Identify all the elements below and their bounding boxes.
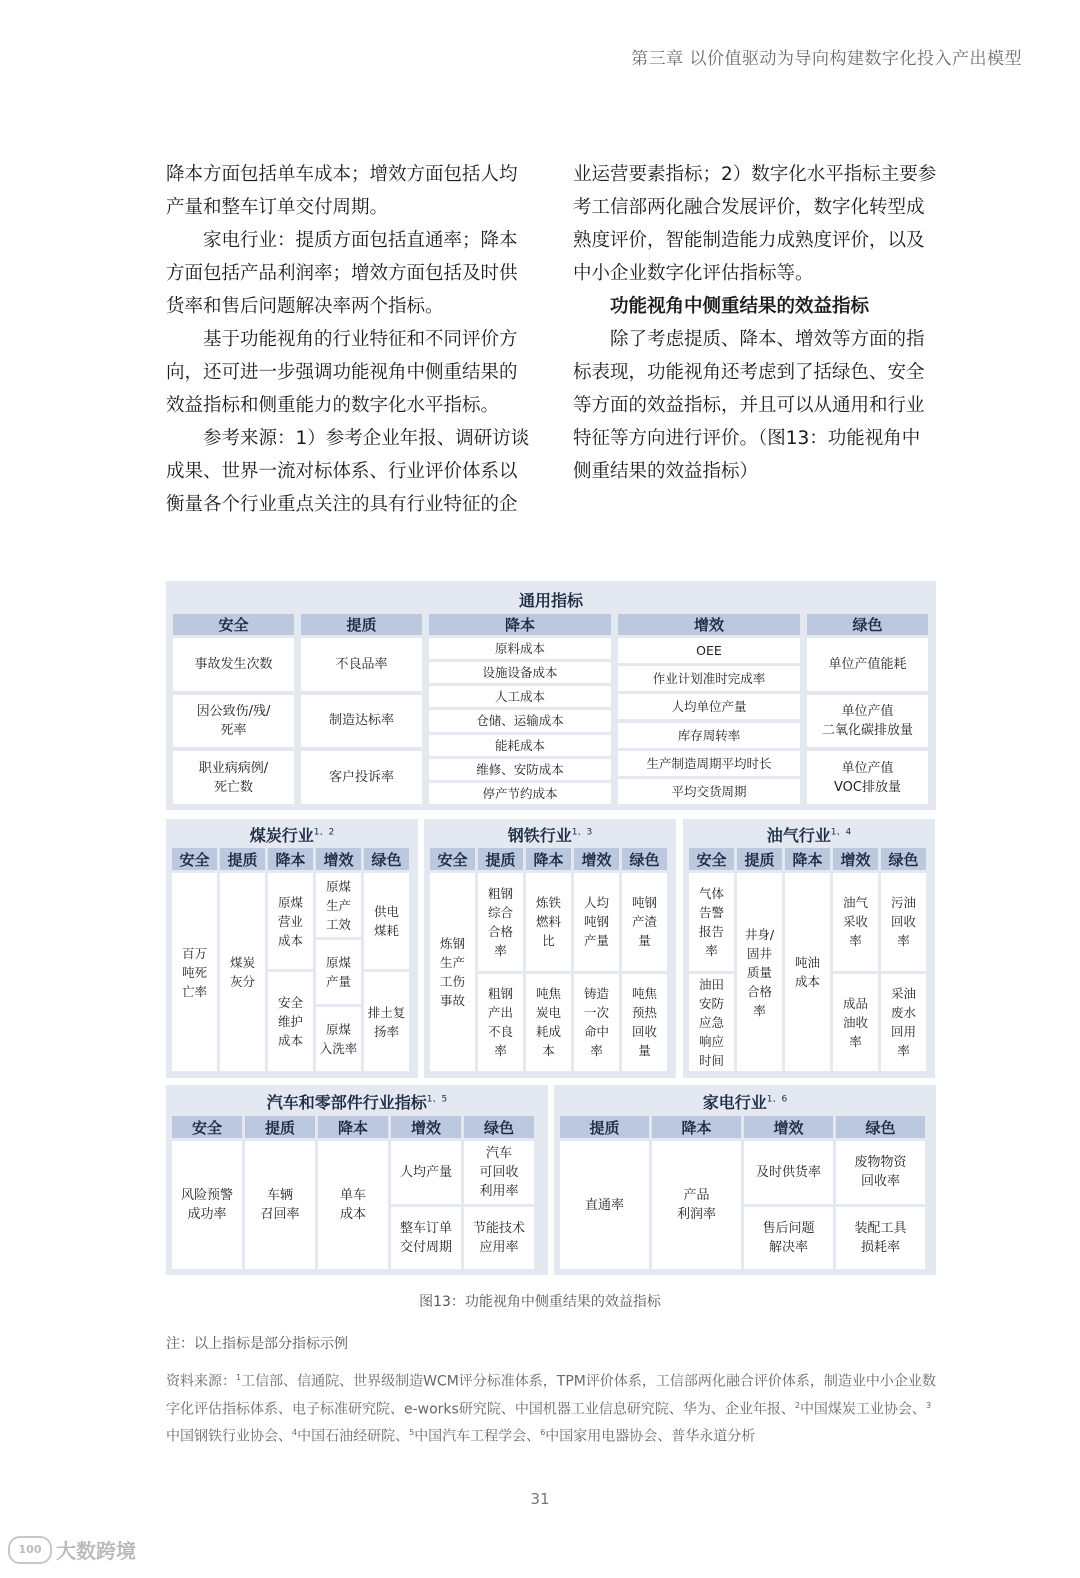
auto-industry-panel: [166, 1085, 548, 1275]
column-header: 安全: [172, 1116, 242, 1138]
paragraph: 业运营要素指标；2）数字化水平指标主要参考工信部两化融合发展评价，数字化转型成熟度评价，智能制造能力成熟度评价，以及中小企业数字化评估指标等。: [573, 164, 937, 284]
indicator-cell: 单位产值 二氧化碳排放量: [807, 695, 928, 748]
section-heading: 功能视角中侧重结果的效益指标: [610, 296, 870, 317]
industry-panel-title: 煤炭行业$^{1、2}$: [249, 826, 335, 845]
industry-panel-title: 油气行业$^{1、4}$: [766, 826, 852, 845]
paragraph: 参考来源：1）参考企业年报、调研访谈成果、世界一流对标体系、行业评价体系以衡量各个行业重点关注的具有行业特征的企: [166, 428, 530, 515]
indicator-cell: 原煤 产量: [316, 940, 361, 1004]
indicator-cell: 库存周转率: [618, 723, 800, 748]
column-header: 提质: [301, 614, 422, 635]
indicator-cell: 设施设备成本: [429, 662, 611, 683]
column-header: 增效: [744, 1116, 833, 1138]
indicator-cell: 吨油 成本: [785, 873, 830, 1071]
indicator-cell: 汽车 可回收 利用率: [464, 1141, 534, 1204]
indicator-cell: 粗钢 综合 合格 率: [478, 873, 523, 971]
column-header: 绿色: [622, 848, 667, 870]
oil-industry-panel: [683, 819, 935, 1078]
paragraph: 家电行业：提质方面包括直通率；降本方面包括产品利润率；增效方面包括及时供货率和售后问题解决率两个指标。: [166, 230, 518, 317]
indicator-cell: 原煤 入洗率: [316, 1007, 361, 1071]
indicator-cell: 整车订单 交付周期: [391, 1207, 461, 1270]
indicator-cell: 原煤 营业 成本: [268, 873, 313, 969]
indicator-cell: 安全 维护 成本: [268, 972, 313, 1071]
indicator-cell: 售后问题 解决率: [744, 1207, 833, 1270]
indicator-cell: 仓储、运输成本: [429, 710, 611, 731]
source-label: 资料来源：: [166, 1373, 236, 1390]
footnote-marker: 6: [540, 1428, 546, 1438]
indicator-cell: 作业计划准时完成率: [618, 666, 800, 691]
figure-caption: 图13：功能视角中侧重结果的效益指标: [419, 1294, 661, 1310]
body-left-column: [166, 158, 530, 521]
column-header: 绿色: [836, 1116, 925, 1138]
indicator-cell: 供电 煤耗: [364, 873, 409, 969]
paragraph: 降本方面包括单车成本；增效方面包括人均产量和整车订单交付周期。: [166, 164, 518, 218]
source-entry: 中国家用电器协会、普华永道分析: [545, 1428, 756, 1445]
steel-industry-panel: [424, 819, 676, 1078]
column-header: 降本: [785, 848, 830, 870]
general-panel-title: 通用指标: [518, 591, 583, 610]
source-text: [166, 1366, 938, 1449]
source-entry: 中国煤炭工业协会、: [799, 1401, 926, 1418]
column-header: 安全: [172, 848, 217, 870]
indicator-cell: 职业病病例/ 死亡数: [173, 751, 294, 804]
indicator-cell: 直通率: [560, 1141, 649, 1269]
indicator-cell: 产品 利润率: [652, 1141, 741, 1269]
figure-note: 注：以上指标是部分指标示例: [166, 1336, 348, 1352]
watermark-text: 大数跨境: [56, 1539, 136, 1563]
column-header: 提质: [245, 1116, 315, 1138]
indicator-cell: 生产制造周期平均时长: [618, 751, 800, 776]
column-header: 提质: [737, 848, 782, 870]
source-entry: 中国汽车工程学会、: [414, 1428, 541, 1445]
industry-panel-title: 家电行业$^{1、6}$: [702, 1093, 788, 1112]
column-header: 降本: [429, 614, 611, 635]
footnote-marker: 4: [292, 1428, 298, 1438]
indicator-cell: 单车 成本: [318, 1141, 388, 1269]
source-entry: 中国石油经研院、: [297, 1428, 410, 1445]
indicator-cell: 及时供货率: [744, 1141, 833, 1204]
indicator-cell: 原料成本: [429, 638, 611, 659]
indicator-cell: 制造达标率: [301, 695, 422, 748]
industry-panel-title: 钢铁行业$^{1、3}$: [507, 826, 593, 845]
appliance-industry-panel: [554, 1085, 936, 1275]
indicator-cell: 采油 废水 回用 率: [881, 974, 926, 1072]
indicator-cell: 粗钢 产出 不良 率: [478, 974, 523, 1072]
column-header: 提质: [560, 1116, 649, 1138]
indicator-cell: 车辆 召回率: [245, 1141, 315, 1269]
industry-panel-title: 汽车和零部件行业指标$^{1、5}$: [266, 1093, 448, 1112]
page-number: 31: [530, 1490, 550, 1508]
column-header: 降本: [318, 1116, 388, 1138]
indicator-cell: 原煤 生产 工效: [316, 873, 361, 937]
column-header: 绿色: [464, 1116, 534, 1138]
indicator-cell: 节能技术 应用率: [464, 1207, 534, 1270]
column-header: 增效: [618, 614, 800, 635]
watermark: [8, 1535, 136, 1564]
indicator-cell: 废物物资 回收率: [836, 1141, 925, 1204]
footnote-marker: 5: [409, 1428, 415, 1438]
indicator-cell: 百万 吨死 亡率: [172, 873, 217, 1071]
indicator-cell: 排土复 扬率: [364, 972, 409, 1071]
indicator-cell: 煤炭 灰分: [220, 873, 265, 1071]
paragraph: 除了考虑提质、降本、增效等方面的指标表现，功能视角还考虑到了括绿色、安全等方面的效益指标，并且可以从通用和行业特征等方向进行评价。（图13：功能视角中侧重结果的效益指标）: [573, 329, 925, 482]
column-header: 增效: [574, 848, 619, 870]
chapter-header: 第三章 以价值驱动为导向构建数字化投入产出模型: [631, 49, 1022, 69]
indicator-cell: 人均单位产量: [618, 694, 800, 719]
column-header: 安全: [689, 848, 734, 870]
indicator-cell: 吨焦 炭电 耗成 本: [526, 974, 571, 1072]
indicator-cell: 单位产值 VOC排放量: [807, 751, 928, 804]
general-indicators-panel: [166, 581, 936, 810]
indicator-cell: 吨焦 预热 回收 量: [622, 974, 667, 1072]
indicator-cell: 装配工具 损耗率: [836, 1207, 925, 1270]
coal-industry-panel: [166, 819, 418, 1078]
indicator-cell: 单位产值能耗: [807, 638, 928, 691]
indicator-cell: 油田 安防 应急 响应 时间: [689, 974, 734, 1072]
footnote-marker: 3: [925, 1400, 932, 1410]
indicator-cell: 人均 吨钢 产量: [574, 873, 619, 971]
indicator-cell: 炼钢 生产 工伤 事故: [430, 873, 475, 1071]
column-header: 增效: [833, 848, 878, 870]
indicator-cell: 停产节约成本: [429, 783, 611, 804]
indicator-cell: 风险预警 成功率: [172, 1141, 242, 1269]
column-header: 绿色: [807, 614, 928, 635]
indicator-cell: 客户投诉率: [301, 751, 422, 804]
indicator-cell: 不良品率: [301, 638, 422, 691]
indicator-cell: 平均交货周期: [618, 779, 800, 804]
body-right-column: [573, 158, 937, 488]
source-entry: 中国钢铁行业协会、: [166, 1428, 292, 1445]
watermark-logo-icon: 100: [8, 1536, 52, 1564]
column-header: 绿色: [881, 848, 926, 870]
indicator-cell: 能耗成本: [429, 735, 611, 756]
column-header: 安全: [430, 848, 475, 870]
column-header: 提质: [478, 848, 523, 870]
indicator-cell: 因公致伤/残/ 死率: [173, 695, 294, 748]
indicator-cell: 井身/ 固井 质量 合格 率: [737, 873, 782, 1071]
source-entry: 工信部、信通院、世界级制造WCM评分标准体系，TPM评价体系，工信部两化融合评价体系，制造业中小企业数字化评估指标体系、电子标准研究院、e-works研究院、中国机器工业信息研究院、华为、企业年报、: [166, 1373, 936, 1418]
column-header: 安全: [173, 614, 294, 635]
indicator-cell: 气体 告警 报告 率: [689, 873, 734, 971]
indicator-cell: 污油 回收 率: [881, 873, 926, 971]
footnote-marker: 2: [794, 1400, 800, 1410]
column-header: 提质: [220, 848, 265, 870]
indicator-cell: 人均产量: [391, 1141, 461, 1204]
paragraph: 基于功能视角的行业特征和不同评价方向，还可进一步强调功能视角中侧重结果的效益指标和侧重能力的数字化水平指标。: [166, 329, 518, 416]
indicator-cell: 铸造 一次 命中 率: [574, 974, 619, 1072]
indicator-cell: 吨钢 产渣 量: [622, 873, 667, 971]
indicator-cell: 油气 采收 率: [833, 873, 878, 971]
column-header: 增效: [391, 1116, 461, 1138]
indicator-cell: 维修、安防成本: [429, 759, 611, 780]
column-header: 增效: [316, 848, 361, 870]
indicator-cell: 人工成本: [429, 686, 611, 707]
column-header: 降本: [652, 1116, 741, 1138]
indicator-cell: OEE: [618, 638, 800, 663]
indicator-cell: 炼铁 燃料 比: [526, 873, 571, 971]
column-header: 降本: [268, 848, 313, 870]
footnote-marker: 1: [236, 1373, 242, 1382]
indicator-cell: 事故发生次数: [173, 638, 294, 691]
indicator-cell: 成品 油收 率: [833, 974, 878, 1072]
column-header: 绿色: [364, 848, 409, 870]
column-header: 降本: [526, 848, 571, 870]
